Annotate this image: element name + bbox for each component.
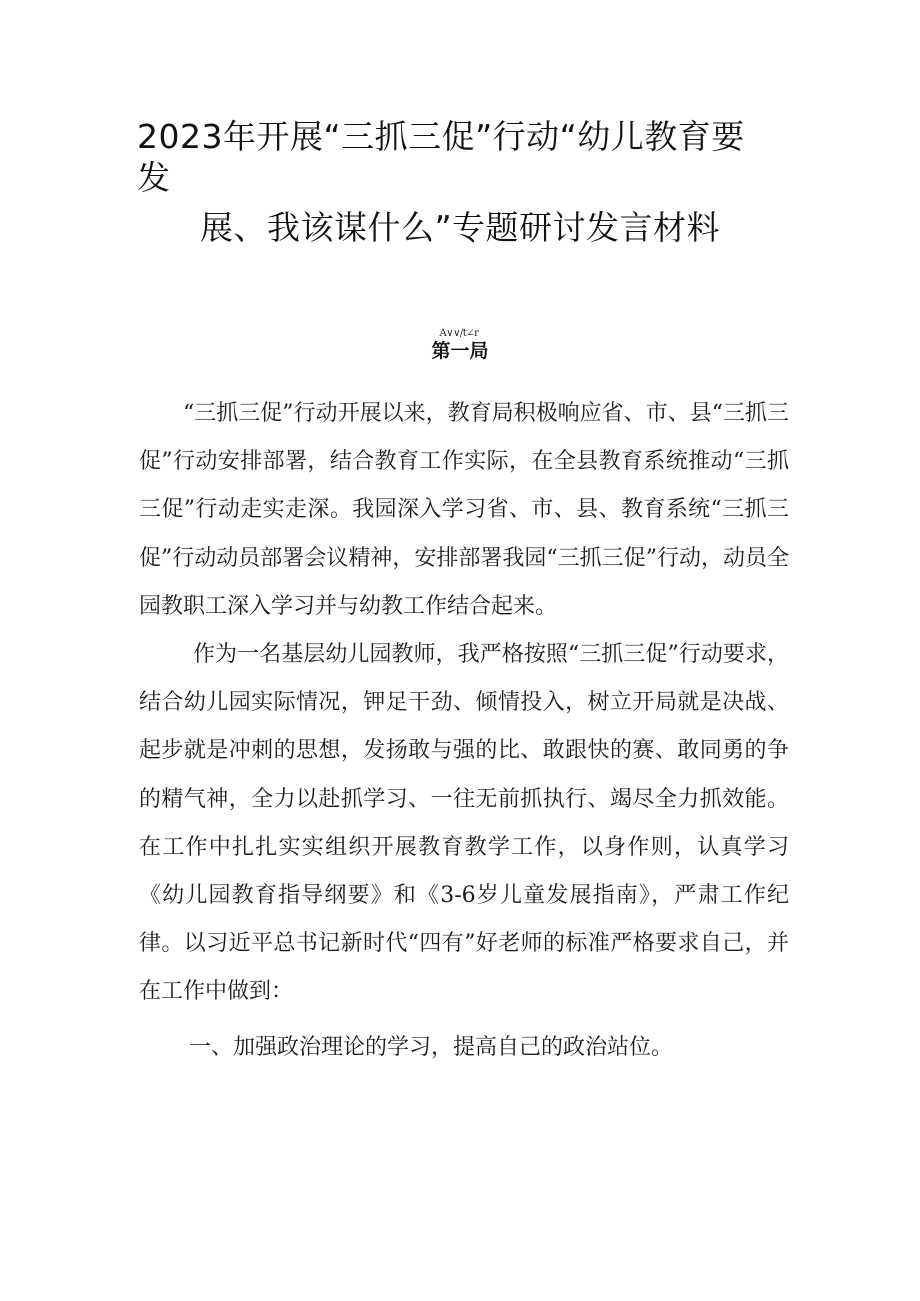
- document-title-line-1: 2023年开展“三抓三促”行动“幼儿教育要: [137, 117, 745, 156]
- document-title-line-2: 发: [137, 158, 171, 197]
- section-heading: 第一局: [431, 340, 489, 362]
- document-title-line-3: 展、我该谋什么”专题研讨发言材料: [199, 208, 721, 247]
- body-paragraph-1: “三抓三促”行动开展以来，教育局积极响应省、市、县“三抓三促”行动安排部署，结合教育工作实际，在全县教育系统推动“三抓三促”行动走实走深。我园深入学习省、市、县、教育系统“三抓三促”行动动员部署会议精神，安排部署我园“三抓三促”行动，动员全园教职工深入学习并与幼教工作结合起来。: [139, 401, 789, 619]
- section-mark-small-text: A∨∨/t∠r: [439, 328, 479, 339]
- body-paragraph-3: 一、加强政治理论的学习，提高自己的政治站位。: [189, 1035, 674, 1060]
- body-paragraph-2: 作为一名基层幼儿园教师，我严格按照“三抓三促”行动要求，结合幼儿园实际情况，钾足干劲、倾情投入，树立开局就是决战、起步就是冲刺的思想，发扬敢与强的比、敢跟快的赛、敢同勇的争的精气神，全力以赴抓学习、一往无前抓执行、竭尽全力抓效能。在工作中扎扎实实组织开展教育教学工作，以身作则，认真学习《幼儿园教育指导纲要》和《3-6岁儿童发展指南》，严肃工作纪律。以习近平总书记新时代“四有”好老师的标准严格要求自己，并在工作中做到：: [139, 642, 789, 1005]
- section-mark: [0, 328, 920, 363]
